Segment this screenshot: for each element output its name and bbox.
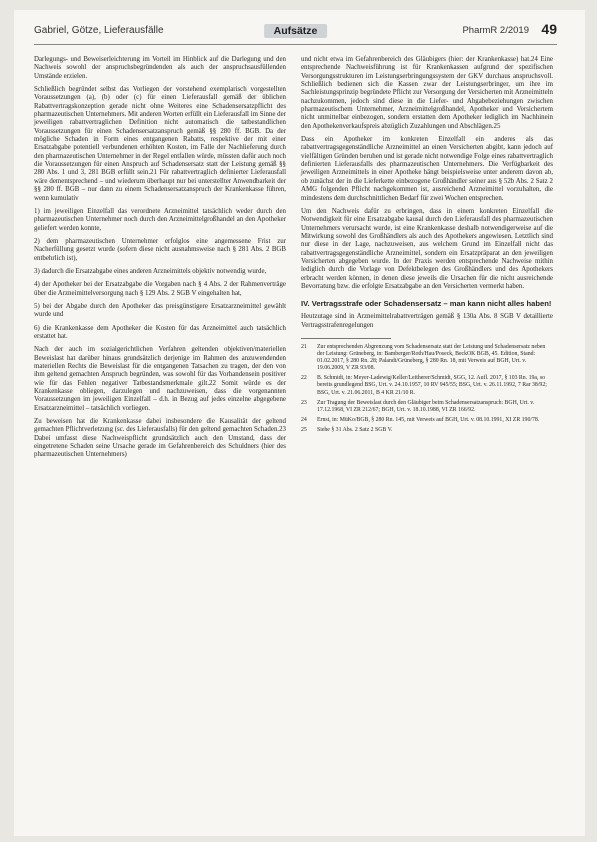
paragraph: und nicht etwa im Gefahrenbereich des Gläubigers (hier: der Krankenkasse) hat.24 Eine entsprechende Nachweisführung ist für Krankenkassen aufgrund der spezifischen Versorgungsstrukturen im Leistungserbringungssystem der GKV durchaus anspruchsvoll. Schließlich bedienen sich die Kassen zwar der Leistungserbringer, um ihre im Sachleistungsprinzip begründete Pflicht zur Versorgung der Versicherten mit Arzneimitteln nachzukommen, jedoch sind diese in die Liefer- und Abgabebeziehungen zwischen pharmazeutischem Unternehmer, Arzneimittelgroßhandel, Apotheker und Versichertem nicht unmittelbar einbezogen, sondern erstatten dem Apotheker lediglich im Nachhinein den Apothekenverkaufspreis abzüglich Zuzahlungen und Abschlägen.25	[301, 56, 553, 130]
footnote-number: 23	[301, 399, 307, 406]
paragraph: Um den Nachweis dafür zu erbringen, dass in einem konkreten Einzelfall die Notwendigkeit für eine Ersatzabgabe kausal durch den Lieferausfall des pharmazeutischen Unternehmers verursacht wurde, ist eine Krankenkasse deshalb notwendigerweise auf die Mitwirkung sowohl des Großhändlers als auch des Apothekers angewiesen. Letztlich sind nur diese in der Lage, nachzuweisen, aus welchem Grund im Einzelfall nicht das rabattvertragsgegenständliche Arzneimittel, sondern ein Ersatzpräparat an den jeweiligen Versicherten abgegeben wurde. In der Praxis werden entsprechende Nachweise mithin lediglich durch die Vorlage von Defektbelegen des Großhändlers und des Apothekers erbracht werden können, in denen diese jeweils die Ursachen für die nicht ausreichende Bevorratung bzw. die erfolgte Ersatzabgabe an den Versicherten vermerkt haben.	[301, 207, 553, 290]
section-label: Aufsätze	[264, 24, 328, 38]
paragraph: Schließlich begründet selbst das Vorliegen der vorstehend exemplarisch vorgestellten Voraussetzungen (a), (b) oder (c) für einen Lieferausfall gemäß der üblichen Rabattvertragskonzeption gerade nicht ohne Weiteres eine Schadensersatzpflicht des pharmazeutischen Unternehmers. Mit anderen Worten erfüllt ein Lieferausfall im Sinne der jeweiligen rabattvertraglichen Definition nicht automatisch die tatbestandlichen Voraussetzungen für einen Schadensersatzanspruch gemäß §§ 280 ff. BGB. Da der mögliche Schaden in Form eines entgangenen Rabatts, respektive der mit einer Ersatzabgabe potentiell verbundenen erhöhten Kosten, im Falle der Nachlieferung durch den pharmazeutischen Unternehmer in der Regel entfallen würde, müssten dafür auch noch die Voraussetzungen für einen Anspruch auf Schadensersatz statt der Leistung gemäß §§ 280 Abs. 1 und 3, 281 BGB erfüllt sein.21 Für rabattvertraglich definierter Lieferausfall wäre dementsprechend – und wiederum überhaupt nur bei unterstellter Anwendbarkeit der §§ 280 ff. BGB – nur dann zu einem Schadensersatzanspruch der Krankenkasse führen, wenn kumulativ	[34, 86, 286, 202]
footnote-number: 22	[301, 375, 307, 382]
right-column	[301, 56, 553, 437]
section-heading: IV. Vertragsstrafe oder Schadensersatz – man kann nicht alles haben!	[301, 299, 552, 309]
page-number: 49	[541, 21, 557, 37]
document-page	[14, 10, 585, 836]
footnote-text: B. Schmidt, in: Meyer-Ladewig/Keller/Leitherer/Schmidt, SGG, 12. Aufl. 2017, § 103 Rn. 19a, so bereits grundlegend BSG, Urt. v. 24.10.1957, 10 RV 945/55; BSG, Urt. v. 26.11.1992, 7 Rar 38/92; BSG, Urt. v. 21.06.2011, B 4 KR 21/10 R.	[317, 375, 547, 396]
left-column	[34, 56, 286, 465]
list-item: 1) im jeweiligen Einzelfall das verordnete Arzneimittel tatsächlich weder durch den pharmazeutischen Unternehmer noch durch den Arzneimittelgroßhandel an den Apotheker geliefert werden konnte,	[34, 207, 286, 232]
footnote	[301, 375, 553, 396]
paragraph: Dass ein Apotheker im konkreten Einzelfall ein anderes als das rabattvertragsgegenständliche Arzneimittel an einen Versicherten abgibt, kann jedoch auf vielfältigen Gründen beruhen und ist gerade nicht notwendige Folge eines rabattvertraglich definierten Lieferausfalls des pharmazeutischen Unternehmers. Die Verfügbarkeit des jeweiligen Arzneimittels in einer Apotheke hängt beispielsweise unter anderem davon ab, ob zunächst der in die Lieferkette einbezogene Großhändler seiner aus § 52b Abs. 2 Satz 2 AMG folgenden Pflicht nachgekommen ist, ausreichend Arzneimittel vorzuhalten, die mindestens dem durchschnittlichen Bedarf für zwei Wochen entsprechen.	[301, 136, 553, 202]
header-rule	[34, 44, 557, 45]
footnote	[301, 417, 553, 424]
running-head-authors: Gabriel, Götze, Lieferausfälle	[34, 25, 164, 36]
paragraph: Darlegungs- und Beweiserleichterung im Vorteil im Hinblick auf die Darlegung und den Nachweis sowohl der anspruchsbegründenden als auch der anspruchsausfüllenden Umstände erzielen.	[34, 56, 286, 80]
footnote-number: 25	[301, 426, 307, 433]
footnote	[301, 427, 553, 434]
list-item: 4) der Apotheker bei der Ersatzabgabe die Vorgaben nach § 4 Abs. 2 der Rahmenverträge über die Arzneimittelversorgung nach § 129 Abs. 2 SGB V eingehalten hat,	[34, 281, 286, 297]
footnote-number: 24	[301, 416, 307, 423]
list-item: 3) dadurch die Ersatzabgabe eines anderen Arzneimittels objektiv notwendig wurde,	[34, 267, 267, 275]
footnote-text: Zur Tragung der Beweislast durch den Gläubiger beim Schadensersatzanspruch: BGH, Urt. v. 17.12.1968, VI ZR 212/67; BGH, Urt. v. 18.10.1988, VI ZR 166/92.	[317, 399, 535, 413]
list-item: 5) bei der Abgabe durch den Apotheker das preisgünstigere Ersatzarzneimittel gewählt wurde und	[34, 302, 286, 319]
paragraph: Zu beweisen hat die Krankenkasse dabei insbesondere die Kausalität der geltend gemachten Pflichtverletzung (sc. des Lieferausfalls) für den geltend gemachten Schaden.23 Dabei umfasst diese Nachweispflicht grundsätzlich auch den Umstand, dass der eingetretene Schaden seine Ursache gerade im Gefahrenbereich des Schuldners (hier des pharmazeutischen Unternehmers)	[34, 418, 286, 459]
footnote	[301, 400, 553, 414]
footnote-text: Siehe § 31 Abs. 2 Satz 2 SGB V.	[317, 426, 393, 433]
paragraph: Nach der auch im sozialgerichtlichen Verfahren geltenden objektiven/materiellen Beweislast hat darüber hinaus grundsätzlich derjenige im Rahmen des anzuwendenden materiellen Rechts die Beweislast für die entgangenen Tatsachen zu tragen, der den von ihm geltend gemachten Anspruch begründen, was sowohl für das Vorhandensein positiver wie für das Fehlen negativer Tatbestandsmerkmale gilt.22 Somit würde es der Krankenkasse obliegen, darzulegen und nachzuweisen, dass die vorgenannten Voraussetzungen im jeweiligen Einzelfall – d.h. in Bezug auf jedes einzelne abgegebene Ersatzarzneimittel – tatsächlich vorliegen.	[34, 346, 286, 412]
page-header	[34, 22, 557, 44]
footnote-text: Zur entsprechenden Abgrenzung vom Schadensersatz statt der Leistung und Schadensersatz neben der Leistung: Grüneberg, in: Bamberger/Roth/Hau/Poseck, BeckOK BGB, 45. Edition, Stand: 01.02.2017, § 280 Rn. 28; Palandt/Grüneberg, § 280 Rn. 18, mit Verweis auf BGH, Urt. v. 19.06.2009, V ZR 93/08.	[317, 343, 546, 372]
journal-reference: PharmR 2/2019	[462, 25, 529, 36]
list-item: 6) die Krankenkasse dem Apotheker die Kosten für das Arzneimittel auch tatsächlich erstattet hat.	[34, 324, 286, 340]
footnote-number: 21	[301, 343, 307, 350]
footnote-rule	[301, 338, 391, 339]
footnote-text: Ernst, in: MüKo/BGB, § 280 Rn. 145, mit Verweis auf BGH, Urt. v. 08.10.1991, XI ZR 190/78.	[317, 416, 540, 423]
footnote	[301, 344, 553, 372]
paragraph: Heutzutage sind in Arzneimittelrabattverträgen gemäß § 130a Abs. 8 SGB V detaillierte Vertragsstrafenregelungen	[301, 313, 553, 329]
list-item: 2) dem pharmazeutischen Unternehmer erfolglos eine angemessene Frist zur Nacherfüllung gesetzt wurde (sofern diese nicht ausnahmsweise nach § 281 Abs. 2 BGB entbehrlich ist),	[34, 237, 286, 262]
